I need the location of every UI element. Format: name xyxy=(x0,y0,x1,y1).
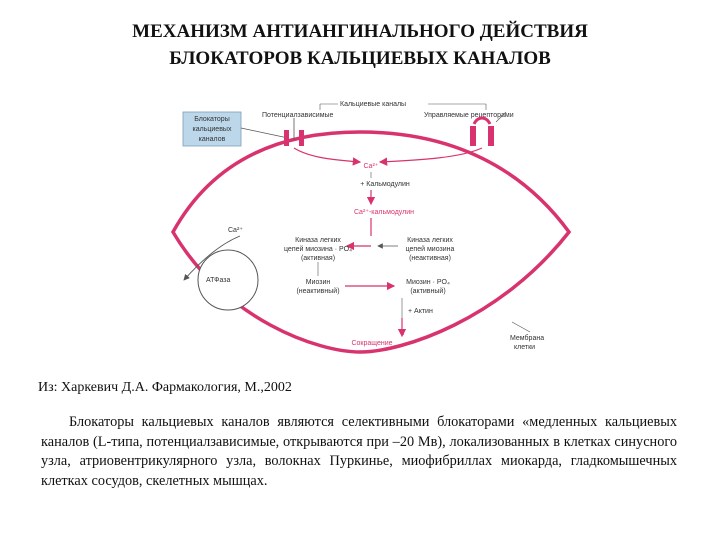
kinase-active-line-1: Киназа легких xyxy=(295,237,341,244)
voltage-dependent-label: Потенциалзависимые xyxy=(262,112,334,119)
membrane-label-2: клетки xyxy=(514,344,536,351)
voltage-channel-icon xyxy=(284,118,304,146)
blockers-label-3: каналов xyxy=(198,136,226,143)
blockers-box xyxy=(183,112,241,146)
description-paragraph xyxy=(41,413,677,491)
title-line-2: БЛОКАТОРОВ КАЛЬЦИЕВЫХ КАНАЛОВ xyxy=(169,48,551,69)
atpase-label: АТФаза xyxy=(206,277,231,284)
description-text: Блокаторы кальциевых каналов являются селективными блокаторами «медленных кальциевых каналов (L-типа, потенциалзависимые, открываются при –20 Мв), локализованных в клетках синусного узла, атриовентрикулярного узла, волокнах Пуркинье, миофибриллах миокарда, гладкомышечных клетках сосудов, скелетных мышцах. xyxy=(41,414,677,489)
blockers-label-2: кальциевых xyxy=(192,126,232,133)
title-line-1: МЕХАНИЗМ АНТИАНГИНАЛЬНОГО ДЕЙСТВИЯ xyxy=(132,21,588,42)
plus-calmodulin-label: + Кальмодулин xyxy=(360,181,410,188)
kinase-inactive-line-1: Киназа легких xyxy=(407,237,453,244)
myosin-active-line-1: Миозин · PO₄ xyxy=(406,279,450,286)
membrane-label-1: Мембрана xyxy=(510,335,545,342)
ca-calmodulin-label: Ca²⁺-кальмодулин xyxy=(354,209,414,216)
kinase-active-line-2: цепей миозина · PO₄ xyxy=(284,246,352,253)
ca-out-label: Ca²⁺ xyxy=(228,227,243,234)
kinase-inactive-line-3: (неактивная) xyxy=(409,255,451,262)
membrane-pointer xyxy=(512,322,530,332)
influx-arrow-left xyxy=(294,148,360,162)
blockers-label-1: Блокаторы xyxy=(194,116,230,123)
blocker-pointer-line xyxy=(241,128,288,138)
receptor-operated-label: Управляемые рецепторами xyxy=(424,112,514,119)
ca-in-label: Ca²⁺ xyxy=(363,163,379,170)
myosin-active-line-2: (активный) xyxy=(410,288,446,295)
myosin-inactive-line-1: Миозин xyxy=(305,279,331,286)
myosin-inactive-line-2: (неактивный) xyxy=(296,288,340,295)
kinase-inactive-line-2: цепей миозина xyxy=(405,246,455,253)
source-citation: Из: Харкевич Д.А. Фармакология, М.,2002 xyxy=(38,380,292,395)
contraction-label: Сокращение xyxy=(351,340,393,347)
kinase-active-line-3: (активная) xyxy=(300,255,336,262)
actin-label: + Актин xyxy=(408,308,433,315)
calcium-channels-label: Кальциевые каналы xyxy=(340,101,407,108)
